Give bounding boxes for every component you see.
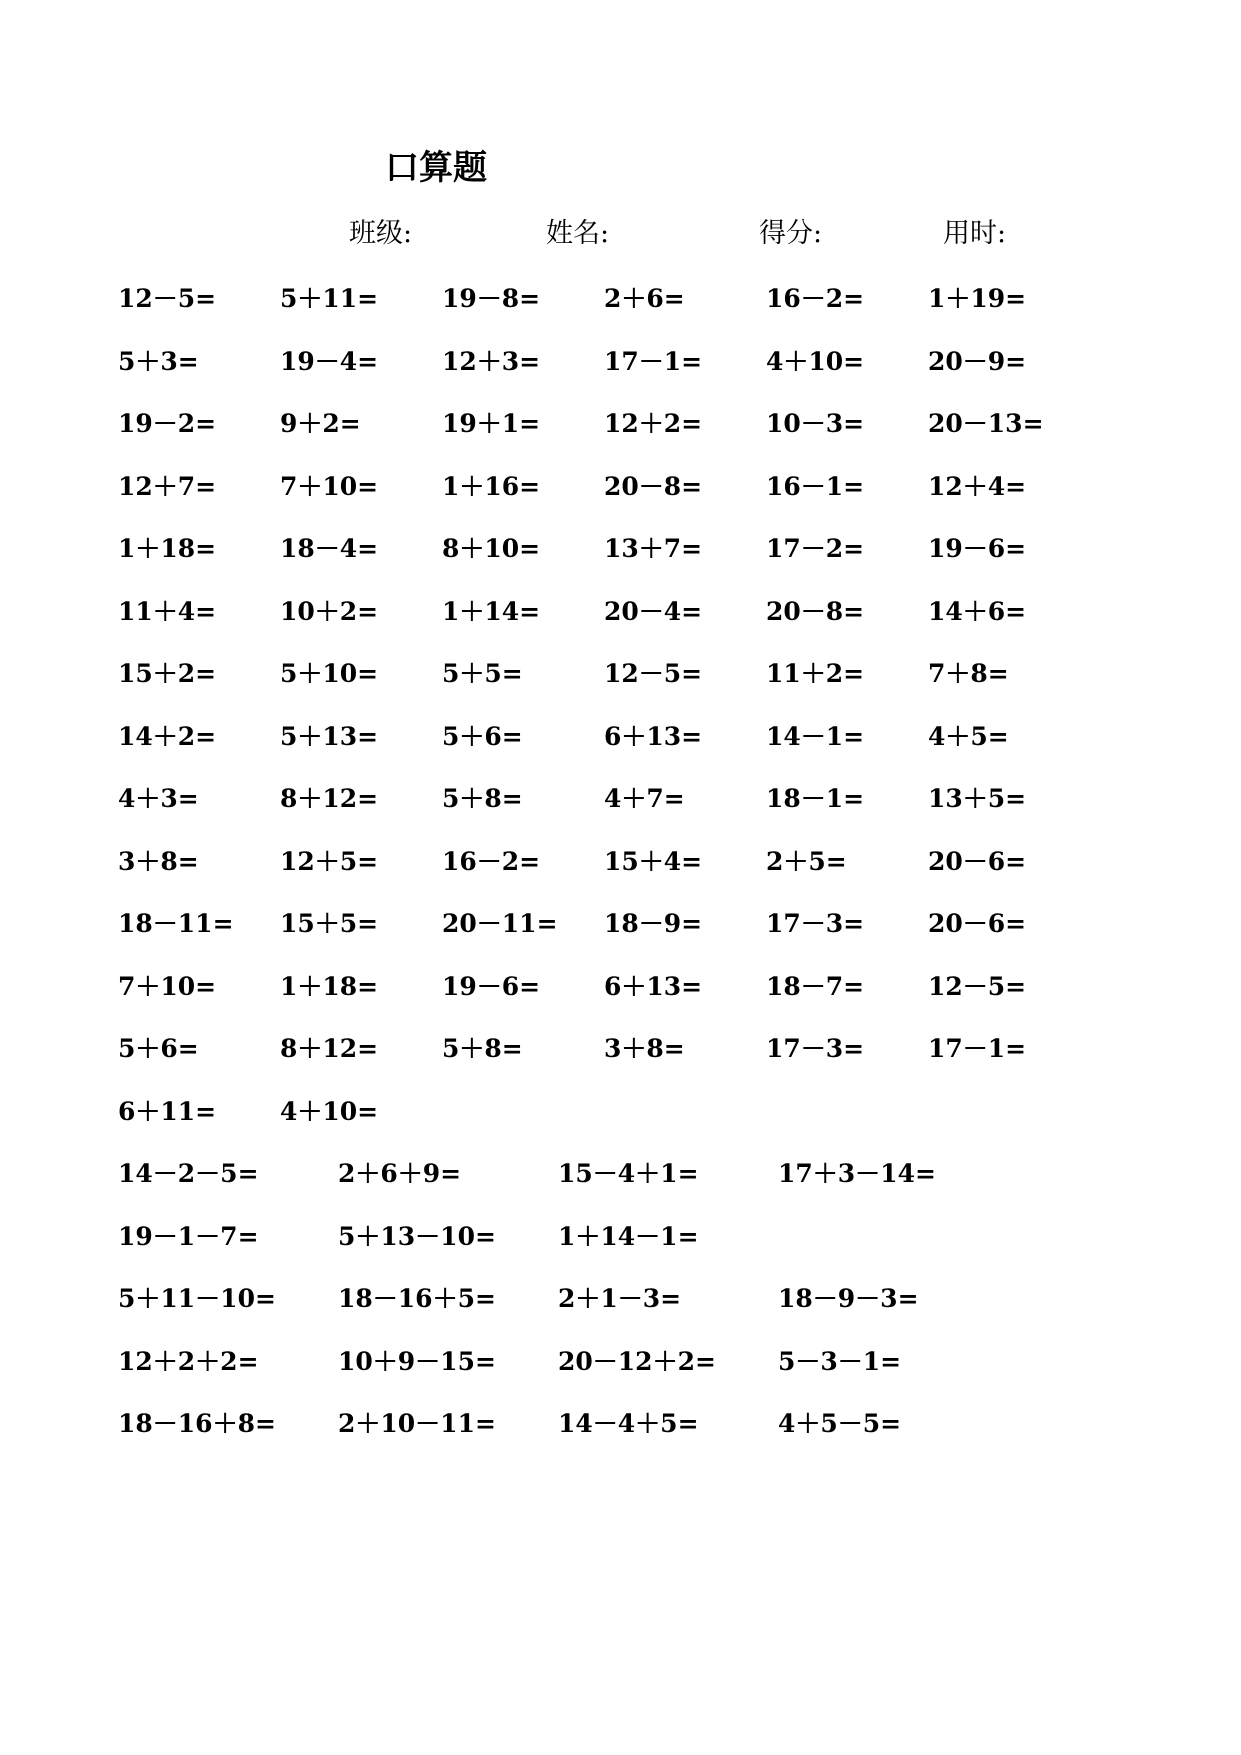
problem-cell: 12－5=	[604, 659, 703, 688]
problem-cell: 7＋10=	[118, 971, 217, 1001]
problem-cell: 17－2=	[766, 534, 865, 563]
problem-cell: 1＋16=	[442, 471, 541, 501]
problem-cell: 15＋5=	[280, 909, 379, 938]
score-label: 得分:	[759, 218, 823, 249]
problem-cell: 20－12＋2=	[558, 1346, 716, 1376]
problem-cell: 16－2=	[442, 846, 541, 876]
student-info-row	[0, 214, 1241, 254]
problem-cell: 19－8=	[442, 284, 541, 313]
problem-cell: 17－1=	[928, 1034, 1027, 1063]
problem-cell: 3＋8=	[604, 1034, 685, 1063]
problem-cell: 2＋6=	[604, 284, 685, 313]
problem-cell: 5＋3=	[118, 346, 199, 376]
basic-problems-grid	[118, 279, 1108, 1154]
problem-cell: 12－5=	[928, 971, 1027, 1001]
problem-cell: 1＋18=	[118, 534, 217, 563]
problem-cell: 5＋10=	[280, 659, 379, 688]
problem-cell: 1＋14=	[442, 596, 541, 626]
problem-cell: 18－9=	[604, 909, 703, 938]
problem-cell: 18－4=	[280, 534, 379, 563]
problem-cell: 8＋12=	[280, 784, 379, 813]
problem-cell: 20－4=	[604, 596, 703, 626]
problem-cell: 5＋11=	[280, 284, 379, 313]
problem-cell: 4＋10=	[766, 346, 865, 376]
problem-cell: 9＋2=	[280, 409, 361, 438]
problem-cell: 5＋8=	[442, 1034, 523, 1063]
name-label: 姓名:	[546, 218, 610, 249]
problem-cell: 19－6=	[928, 534, 1027, 563]
problem-cell: 17－3=	[766, 1034, 865, 1063]
problem-cell: 18－9－3=	[778, 1284, 919, 1313]
problem-cell: 1＋14－1=	[558, 1221, 699, 1251]
problem-cell: 12＋5=	[280, 846, 379, 876]
problem-cell: 4＋5=	[928, 721, 1009, 751]
problem-cell: 18－1=	[766, 784, 865, 813]
problem-cell: 19＋1=	[442, 409, 541, 438]
problem-cell: 20－13=	[928, 409, 1044, 438]
problem-cell: 17＋3－14=	[778, 1159, 936, 1188]
problem-cell: 14－2－5=	[118, 1159, 259, 1188]
problem-cell: 5＋13－10=	[338, 1221, 496, 1251]
problem-cell: 6＋11=	[118, 1096, 217, 1126]
problem-cell: 4＋7=	[604, 784, 685, 813]
problem-cell: 17－3=	[766, 909, 865, 938]
problem-cell: 4＋10=	[280, 1096, 379, 1126]
problem-cell: 8＋12=	[280, 1034, 379, 1063]
problem-cell: 12＋3=	[442, 346, 541, 376]
problem-cell: 5＋6=	[442, 721, 523, 751]
problem-cell: 15－4＋1=	[558, 1159, 699, 1188]
problem-cell: 7＋8=	[928, 659, 1009, 688]
problem-cell: 10＋2=	[280, 596, 379, 626]
problem-cell: 12＋4=	[928, 471, 1027, 501]
problem-cell: 1＋18=	[280, 971, 379, 1001]
page-title: 口算题	[385, 148, 487, 188]
problem-cell: 2＋5=	[766, 846, 847, 876]
problem-cell: 5＋5=	[442, 659, 523, 688]
problem-cell	[766, 1092, 928, 1155]
problem-cell: 15＋2=	[118, 659, 217, 688]
problem-cell: 18－16＋5=	[338, 1284, 496, 1313]
problem-cell: 14＋2=	[118, 721, 217, 751]
problem-cell: 12－5=	[118, 284, 217, 313]
problem-cell: 13＋7=	[604, 534, 703, 563]
problem-cell: 7＋10=	[280, 471, 379, 501]
problem-cell: 17－1=	[604, 346, 703, 376]
problem-cell: 11＋2=	[766, 659, 865, 688]
problem-cell	[604, 1092, 766, 1155]
problem-cell: 20－6=	[928, 846, 1027, 876]
problem-cell: 16－1=	[766, 471, 865, 501]
problem-cell: 19－2=	[118, 409, 217, 438]
problem-cell: 20－6=	[928, 909, 1027, 938]
problem-cell	[442, 1092, 604, 1155]
problem-cell: 19－4=	[280, 346, 379, 376]
problem-cell: 12＋2=	[604, 409, 703, 438]
problem-cell: 18－11=	[118, 909, 234, 938]
problem-cell: 20－11=	[442, 909, 558, 938]
problem-cell: 6＋13=	[604, 721, 703, 751]
problem-cell: 14－1=	[766, 721, 865, 751]
problem-cell: 16－2=	[766, 284, 865, 313]
mixed-problems-grid	[118, 1154, 1108, 1467]
problem-cell: 20－8=	[766, 596, 865, 626]
class-label: 班级:	[349, 218, 413, 249]
problem-cell: 2＋1－3=	[558, 1284, 682, 1313]
problem-cell: 5＋6=	[118, 1034, 199, 1063]
time-label: 用时:	[943, 218, 1007, 249]
problem-cell: 4＋5－5=	[778, 1409, 902, 1438]
problem-cell: 14＋6=	[928, 596, 1027, 626]
problem-cell: 10＋9－15=	[338, 1346, 496, 1376]
problem-cell: 2＋6＋9=	[338, 1159, 462, 1188]
problem-cell	[928, 1092, 1090, 1155]
problem-cell: 14－4＋5=	[558, 1409, 699, 1438]
problem-cell: 20－9=	[928, 346, 1027, 376]
problem-cell: 12＋7=	[118, 471, 217, 501]
problem-cell: 19－6=	[442, 971, 541, 1001]
problem-cell	[778, 1217, 998, 1280]
problem-cell: 18－16＋8=	[118, 1409, 276, 1438]
problem-cell: 10－3=	[766, 409, 865, 438]
problem-cell: 5－3－1=	[778, 1346, 902, 1376]
problem-cell: 1＋19=	[928, 284, 1027, 313]
problem-cell: 11＋4=	[118, 596, 217, 626]
problem-cell: 12＋2＋2=	[118, 1346, 259, 1376]
problem-cell: 2＋10－11=	[338, 1409, 496, 1438]
problem-cell: 20－8=	[604, 471, 703, 501]
problem-cell: 5＋8=	[442, 784, 523, 813]
problem-cell: 3＋8=	[118, 846, 199, 876]
problem-cell: 13＋5=	[928, 784, 1027, 813]
problem-cell: 18－7=	[766, 971, 865, 1001]
problem-cell: 5＋13=	[280, 721, 379, 751]
problem-cell: 15＋4=	[604, 846, 703, 876]
problem-cell: 4＋3=	[118, 784, 199, 813]
problem-cell: 8＋10=	[442, 534, 541, 563]
problem-cell: 5＋11－10=	[118, 1284, 276, 1313]
problem-cell: 6＋13=	[604, 971, 703, 1001]
problem-cell: 19－1－7=	[118, 1221, 259, 1251]
